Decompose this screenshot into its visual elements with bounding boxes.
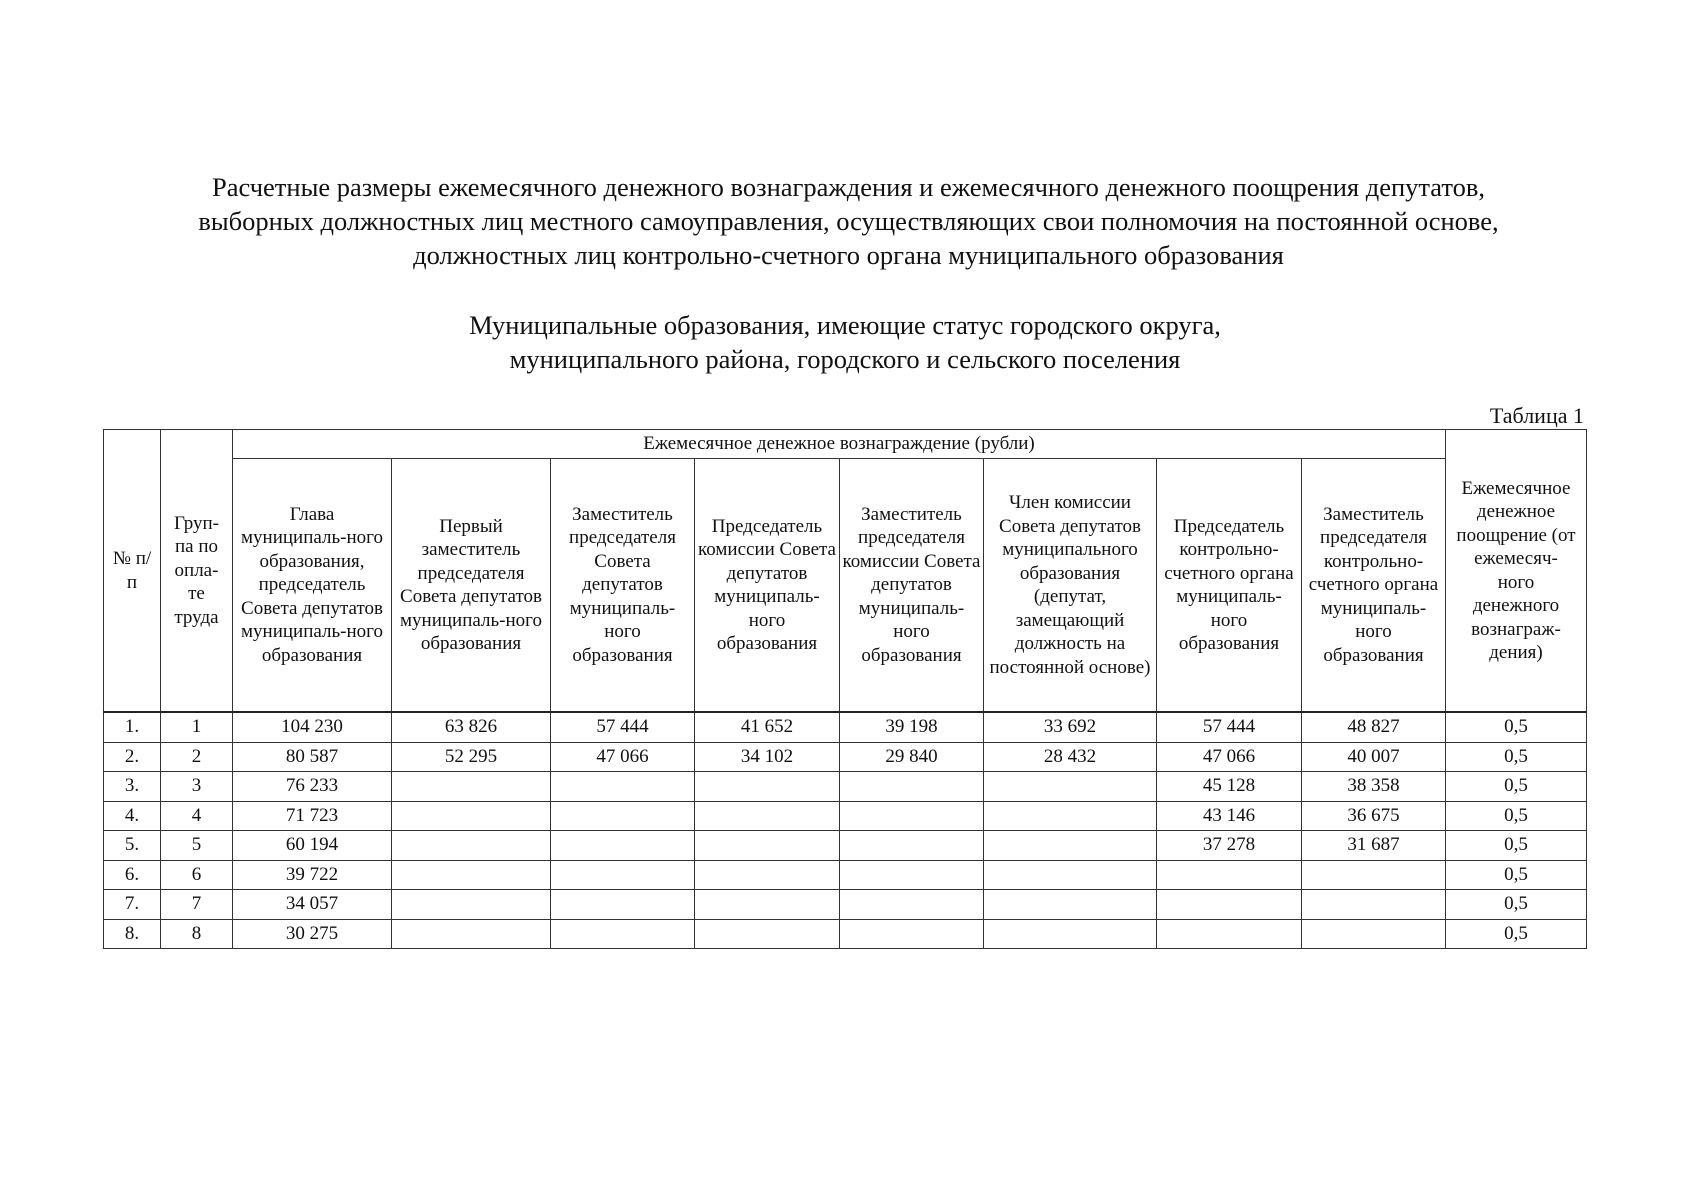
bonus-cell: 0,5 <box>1446 742 1587 772</box>
table-row <box>104 772 1587 802</box>
reward-value-cell: 57 444 <box>551 712 695 742</box>
reward-value-cell <box>984 801 1157 831</box>
bonus-cell: 0,5 <box>1446 801 1587 831</box>
reward-value-cell <box>1302 860 1446 890</box>
reward-value-cell: 29 840 <box>840 742 984 772</box>
reward-value-cell <box>551 801 695 831</box>
row-number-cell: 4. <box>104 801 161 831</box>
reward-value-cell: 80 587 <box>233 742 392 772</box>
table-row <box>104 831 1587 861</box>
title-line: выборных должностных лиц местного самоуправления, осуществляющих свои полномочия на постоянной основе, <box>198 206 1499 236</box>
reward-value-cell: 45 128 <box>1157 772 1302 802</box>
reward-value-cell <box>984 919 1157 949</box>
pay-group-cell: 3 <box>161 772 233 802</box>
row-number-cell: 1. <box>104 712 161 742</box>
row-number-cell: 5. <box>104 831 161 861</box>
reward-value-cell <box>1302 919 1446 949</box>
bonus-cell: 0,5 <box>1446 712 1587 742</box>
pay-group-cell: 1 <box>161 712 233 742</box>
reward-value-cell <box>392 860 551 890</box>
reward-value-cell <box>695 919 840 949</box>
reward-value-cell <box>1302 890 1446 920</box>
reward-value-cell: 41 652 <box>695 712 840 742</box>
pay-group-cell: 4 <box>161 801 233 831</box>
col-header-reward-1: Глава муниципаль-ного образования, председатель Совета депутатов муниципаль-ного образования <box>233 459 392 713</box>
col-header-group: Груп-па по опла-те труда <box>161 430 233 713</box>
reward-value-cell <box>551 919 695 949</box>
bonus-cell: 0,5 <box>1446 890 1587 920</box>
row-number-cell: 3. <box>104 772 161 802</box>
reward-value-cell: 40 007 <box>1302 742 1446 772</box>
table-row <box>104 919 1587 949</box>
reward-value-cell <box>695 890 840 920</box>
col-header-reward-2: Первый заместитель председателя Совета депутатов муниципаль-ного образования <box>392 459 551 713</box>
reward-value-cell <box>695 801 840 831</box>
pay-group-cell: 5 <box>161 831 233 861</box>
title-line: должностных лиц контрольно-счетного органа муниципального образования <box>413 240 1284 270</box>
reward-value-cell <box>984 831 1157 861</box>
reward-value-cell: 104 230 <box>233 712 392 742</box>
reward-value-cell <box>840 919 984 949</box>
reward-value-cell: 39 722 <box>233 860 392 890</box>
reward-value-cell: 76 233 <box>233 772 392 802</box>
row-number-cell: 2. <box>104 742 161 772</box>
reward-value-cell: 33 692 <box>984 712 1157 742</box>
reward-value-cell <box>551 860 695 890</box>
col-header-reward-3: Заместитель председателя Совета депутатов муниципаль-ного образования <box>551 459 695 713</box>
reward-value-cell: 34 057 <box>233 890 392 920</box>
reward-value-cell <box>984 772 1157 802</box>
document-subtitle <box>445 308 1245 376</box>
reward-value-cell <box>1157 919 1302 949</box>
reward-value-cell: 71 723 <box>233 801 392 831</box>
reward-value-cell <box>551 772 695 802</box>
reward-value-cell <box>392 919 551 949</box>
reward-value-cell: 60 194 <box>233 831 392 861</box>
reward-value-cell: 34 102 <box>695 742 840 772</box>
col-header-reward-6: Член комиссии Совета депутатов муниципального образования (депутат, замещающий должность на постоянной основе) <box>984 459 1157 713</box>
bonus-cell: 0,5 <box>1446 831 1587 861</box>
reward-value-cell: 28 432 <box>984 742 1157 772</box>
table-row <box>104 860 1587 890</box>
row-number-cell: 6. <box>104 860 161 890</box>
reward-value-cell <box>984 860 1157 890</box>
reward-value-cell <box>1157 890 1302 920</box>
reward-value-cell: 39 198 <box>840 712 984 742</box>
subtitle-line: муниципального района, городского и сельского поселения <box>509 344 1181 374</box>
reward-value-cell: 47 066 <box>551 742 695 772</box>
col-header-bonus: Ежемесячное денежное поощрение (от ежемесяч-ного денежного вознаграж-дения) <box>1446 430 1587 713</box>
reward-value-cell <box>392 801 551 831</box>
reward-value-cell: 36 675 <box>1302 801 1446 831</box>
reward-value-cell <box>551 831 695 861</box>
bonus-cell: 0,5 <box>1446 919 1587 949</box>
col-header-reward-5: Заместитель председателя комиссии Совета депутатов муниципаль-ного образования <box>840 459 984 713</box>
table-row <box>104 742 1587 772</box>
reward-group-header: Ежемесячное денежное вознаграждение (рубли) <box>233 430 1446 459</box>
pay-group-cell: 8 <box>161 919 233 949</box>
bonus-cell: 0,5 <box>1446 860 1587 890</box>
reward-value-cell <box>392 890 551 920</box>
reward-value-cell: 52 295 <box>392 742 551 772</box>
reward-value-cell <box>1157 860 1302 890</box>
col-header-reward-7: Председатель контрольно-счетного органа муниципаль-ного образования <box>1157 459 1302 713</box>
reward-value-cell <box>984 890 1157 920</box>
reward-value-cell <box>695 831 840 861</box>
reward-value-cell <box>695 772 840 802</box>
table-row <box>104 712 1587 742</box>
reward-value-cell: 47 066 <box>1157 742 1302 772</box>
subtitle-line: Муниципальные образования, имеющие статус городского округа, <box>469 310 1221 340</box>
reward-value-cell: 30 275 <box>233 919 392 949</box>
reward-value-cell <box>392 831 551 861</box>
reward-value-cell: 37 278 <box>1157 831 1302 861</box>
reward-value-cell: 57 444 <box>1157 712 1302 742</box>
payment-table <box>103 429 1587 949</box>
pay-group-cell: 7 <box>161 890 233 920</box>
document-title <box>0 170 1697 272</box>
table-row <box>104 801 1587 831</box>
bonus-cell: 0,5 <box>1446 772 1587 802</box>
reward-value-cell: 31 687 <box>1302 831 1446 861</box>
reward-value-cell: 38 358 <box>1302 772 1446 802</box>
pay-group-cell: 2 <box>161 742 233 772</box>
table-row <box>104 890 1587 920</box>
reward-value-cell: 43 146 <box>1157 801 1302 831</box>
reward-value-cell <box>392 772 551 802</box>
col-header-num: № п/п <box>104 430 161 713</box>
reward-value-cell <box>695 860 840 890</box>
reward-value-cell <box>840 772 984 802</box>
row-number-cell: 8. <box>104 919 161 949</box>
col-header-reward-8: Заместитель председателя контрольно-счетного органа муниципаль-ного образования <box>1302 459 1446 713</box>
reward-value-cell <box>840 890 984 920</box>
reward-value-cell <box>840 831 984 861</box>
col-header-reward-4: Председатель комиссии Совета депутатов муниципаль-ного образования <box>695 459 840 713</box>
pay-group-cell: 6 <box>161 860 233 890</box>
title-line: Расчетные размеры ежемесячного денежного вознаграждения и ежемесячного денежного поощрения депутатов, <box>211 172 1486 202</box>
row-number-cell: 7. <box>104 890 161 920</box>
reward-value-cell <box>840 801 984 831</box>
reward-value-cell <box>840 860 984 890</box>
table-label: Таблица 1 <box>1489 403 1584 428</box>
reward-value-cell: 63 826 <box>392 712 551 742</box>
reward-value-cell <box>551 890 695 920</box>
reward-value-cell: 48 827 <box>1302 712 1446 742</box>
